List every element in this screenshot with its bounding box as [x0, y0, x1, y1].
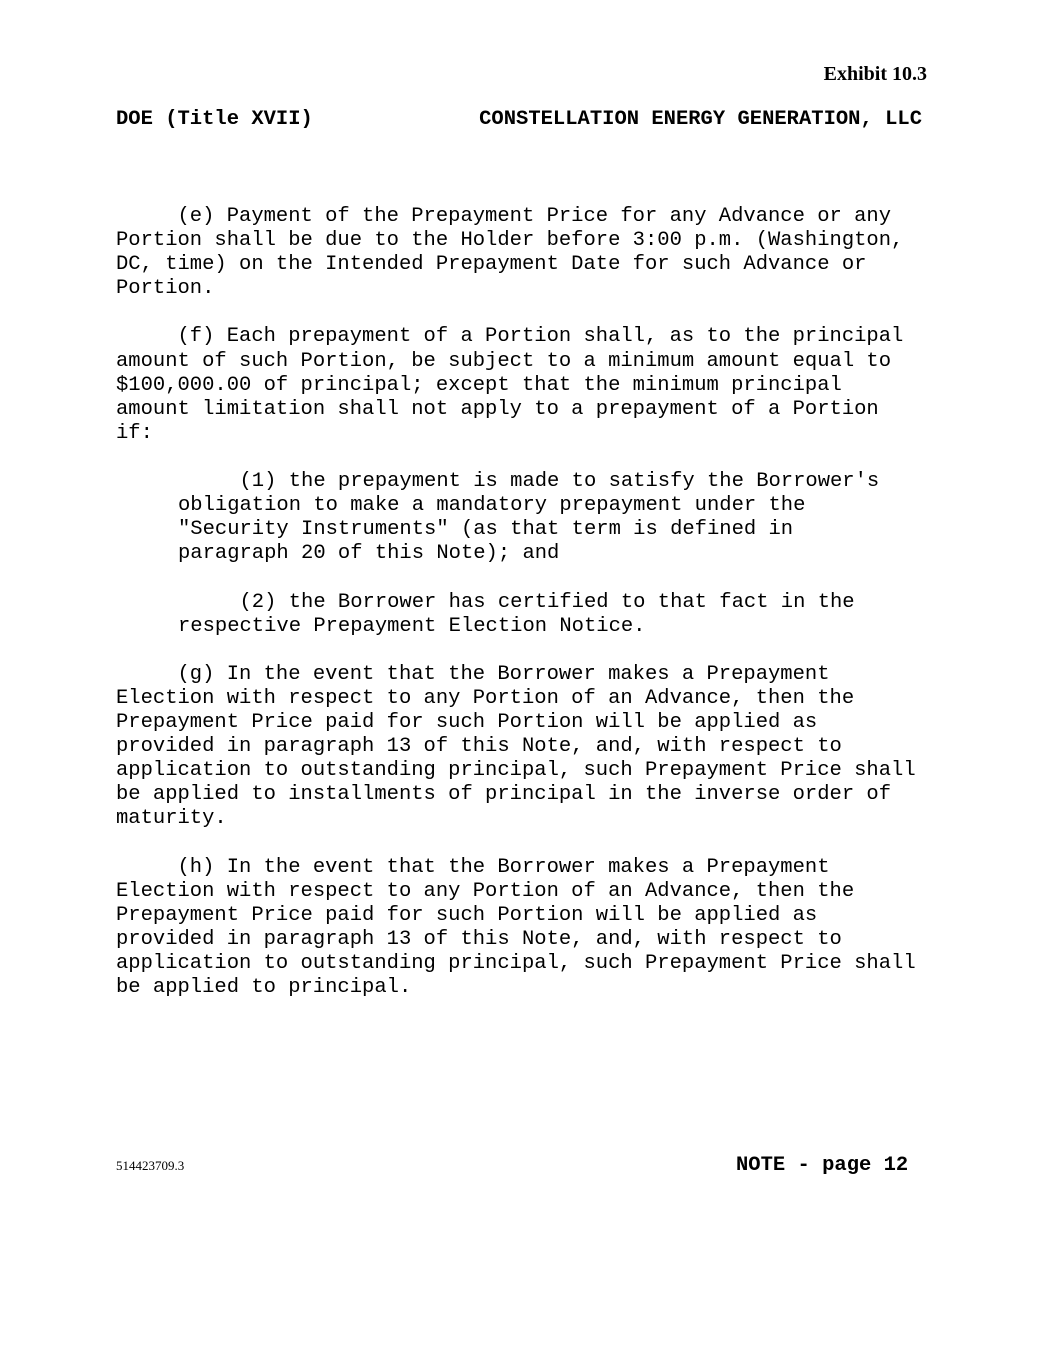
paragraph-line: amount limitation shall not apply to a prepayment of a Portion [116, 397, 879, 421]
paragraph-line: maturity. [116, 807, 227, 831]
header-left: DOE (Title XVII) [116, 108, 313, 131]
paragraph-line: Portion shall be due to the Holder before 3:00 p.m. (Washington, [116, 229, 904, 253]
paragraph-line: paragraph 20 of this Note); and [178, 542, 560, 566]
paragraph-line: Portion. [116, 277, 215, 301]
paragraph-f [116, 325, 946, 445]
paragraph-line: Election with respect to any Portion of an Advance, then the [116, 879, 855, 903]
document-body [116, 205, 946, 1024]
paragraph-line: (2) the Borrower has certified to that fact in the [178, 590, 855, 614]
paragraph-line: (f) Each prepayment of a Portion shall, as to the principal [116, 325, 904, 349]
paragraph-line: Election with respect to any Portion of an Advance, then the [116, 686, 855, 710]
paragraph-line: obligation to make a mandatory prepayment under the [178, 494, 806, 518]
paragraph-line: Prepayment Price paid for such Portion will be applied as [116, 710, 818, 734]
paragraph-line: be applied to installments of principal in the inverse order of [116, 783, 892, 807]
paragraph-line: application to outstanding principal, such Prepayment Price shall [116, 951, 916, 975]
paragraph-line: be applied to principal. [116, 976, 412, 999]
paragraph-line: (h) In the event that the Borrower makes a Prepayment [116, 855, 830, 879]
document-id: 514423709.3 [116, 1158, 185, 1173]
paragraph-line: $100,000.00 of principal; except that the minimum principal [116, 373, 842, 397]
paragraph-line: respective Prepayment Election Notice. [178, 614, 646, 638]
paragraph-line: Prepayment Price paid for such Portion will be applied as [116, 903, 818, 927]
paragraph-line: (1) the prepayment is made to satisfy the Borrower's [178, 470, 880, 494]
paragraph-h [116, 856, 946, 1001]
paragraph-line: provided in paragraph 13 of this Note, and, with respect to [116, 735, 842, 759]
paragraph-line: "Security Instruments" (as that term is defined in [178, 518, 794, 542]
paragraph-g [116, 663, 946, 832]
paragraph-line: DC, time) on the Intended Prepayment Date for such Advance or [116, 253, 867, 277]
paragraph-line: if: [116, 421, 153, 445]
page-number: NOTE - page 12 [736, 1154, 909, 1177]
paragraph-line: provided in paragraph 13 of this Note, and, with respect to [116, 927, 842, 951]
exhibit-label: Exhibit 10.3 [823, 63, 927, 85]
paragraph-line: (e) Payment of the Prepayment Price for any Advance or any [116, 205, 892, 228]
paragraph-f-2 [116, 591, 946, 639]
paragraph-f-1 [116, 470, 946, 566]
paragraph-line: application to outstanding principal, such Prepayment Price shall [116, 759, 916, 783]
paragraph-line: amount of such Portion, be subject to a minimum amount equal to [116, 349, 892, 373]
paragraph-e [116, 205, 946, 301]
header-right: CONSTELLATION ENERGY GENERATION, LLC [479, 108, 922, 131]
paragraph-line: (g) In the event that the Borrower makes a Prepayment [116, 662, 830, 686]
